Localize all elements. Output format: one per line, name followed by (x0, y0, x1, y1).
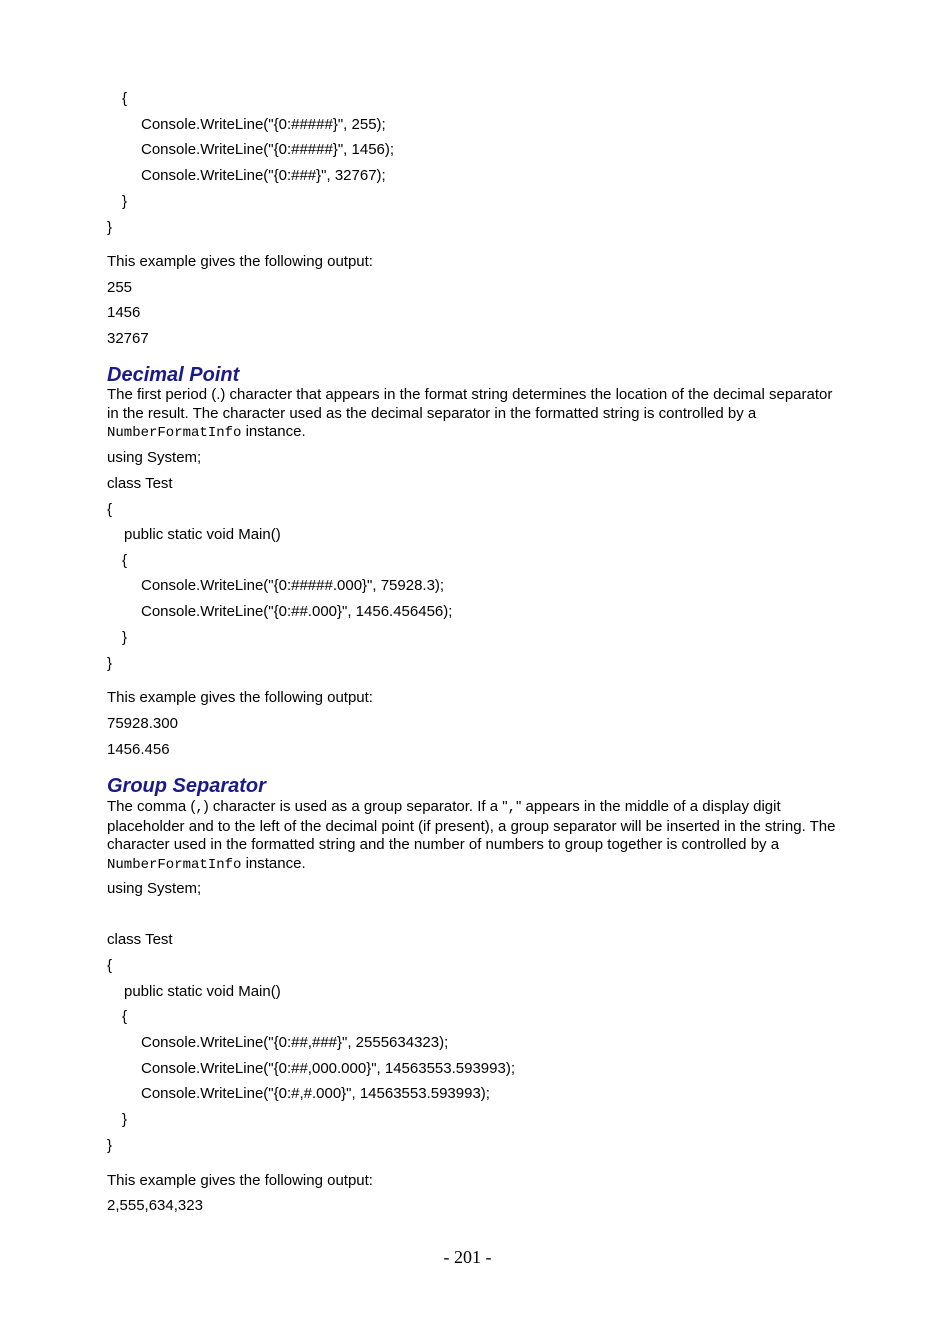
paragraph-text: The first period (.) character that appears in the format string determines the location of the decimal separator in the result. The character used as the decimal separator in the formatted string is controlled by a (107, 386, 833, 422)
output-intro: This example gives the following output: (107, 1172, 373, 1189)
code-line: { (122, 1008, 128, 1025)
output-line: 2,555,634,323 (107, 1197, 203, 1214)
output-line: 32767 (107, 330, 149, 347)
inline-code: NumberFormatInfo (107, 425, 242, 441)
code-line: Console.WriteLine("{0:#####.000}", 75928.3); (141, 577, 445, 594)
code-line: class Test (107, 931, 173, 948)
code-line: } (107, 219, 113, 236)
code-line: } (122, 193, 128, 210)
paragraph-text: ) character is used as a group separator. If a " (203, 798, 508, 815)
code-line: Console.WriteLine("{0:#####}", 255); (141, 116, 386, 133)
code-line: Console.WriteLine("{0:##,000.000}", 14563553.593993); (141, 1060, 515, 1077)
code-line: Console.WriteLine("{0:#####}", 1456); (141, 141, 395, 158)
inline-code: , (507, 800, 516, 816)
output-line: 1456.456 (107, 741, 170, 758)
inline-code: NumberFormatInfo (107, 856, 242, 873)
code-line: Console.WriteLine("{0:##.000}", 1456.456456); (141, 603, 453, 620)
code-line: Console.WriteLine("{0:###}", 32767); (141, 167, 386, 184)
section-heading-decimal-point: Decimal Point (107, 364, 240, 386)
code-line: { (107, 501, 113, 518)
section-heading-group-separator: Group Separator (107, 775, 266, 797)
paragraph-text: instance. (241, 423, 306, 440)
paragraph-text: The comma ( (107, 798, 196, 815)
code-line: public static void Main() (124, 983, 281, 1000)
code-line: { (122, 90, 128, 107)
code-line: using System; (107, 880, 202, 897)
code-line: using System; (107, 449, 202, 466)
code-line: Console.WriteLine("{0:##,###}", 2555634323); (141, 1034, 449, 1051)
code-line: } (107, 1137, 113, 1154)
group-separator-paragraph (107, 798, 837, 874)
code-line: class Test (107, 475, 173, 492)
paragraph-text: instance. (241, 854, 306, 872)
output-intro: This example gives the following output: (107, 253, 373, 270)
code-line: { (107, 957, 113, 974)
inline-code: , (195, 800, 204, 816)
code-line: Console.WriteLine("{0:#,#.000}", 14563553.593993); (141, 1085, 490, 1102)
code-line: } (122, 1111, 128, 1128)
code-line: } (107, 655, 113, 672)
code-line: } (122, 629, 128, 646)
output-intro: This example gives the following output: (107, 689, 373, 706)
code-line: public static void Main() (124, 526, 281, 543)
code-line: { (122, 552, 128, 569)
page-number: - 201 - (443, 1247, 492, 1267)
paragraph-text: " appears in the middle of a display digit placeholder and to the left of the decimal point (if present), a group separator will be inserted in the string. The character used in the formatted string and the number of numbers to group together is controlled by a (107, 798, 836, 853)
output-line: 255 (107, 279, 133, 296)
output-line: 75928.300 (107, 715, 178, 732)
output-line: 1456 (107, 304, 141, 321)
decimal-point-paragraph (107, 386, 837, 443)
